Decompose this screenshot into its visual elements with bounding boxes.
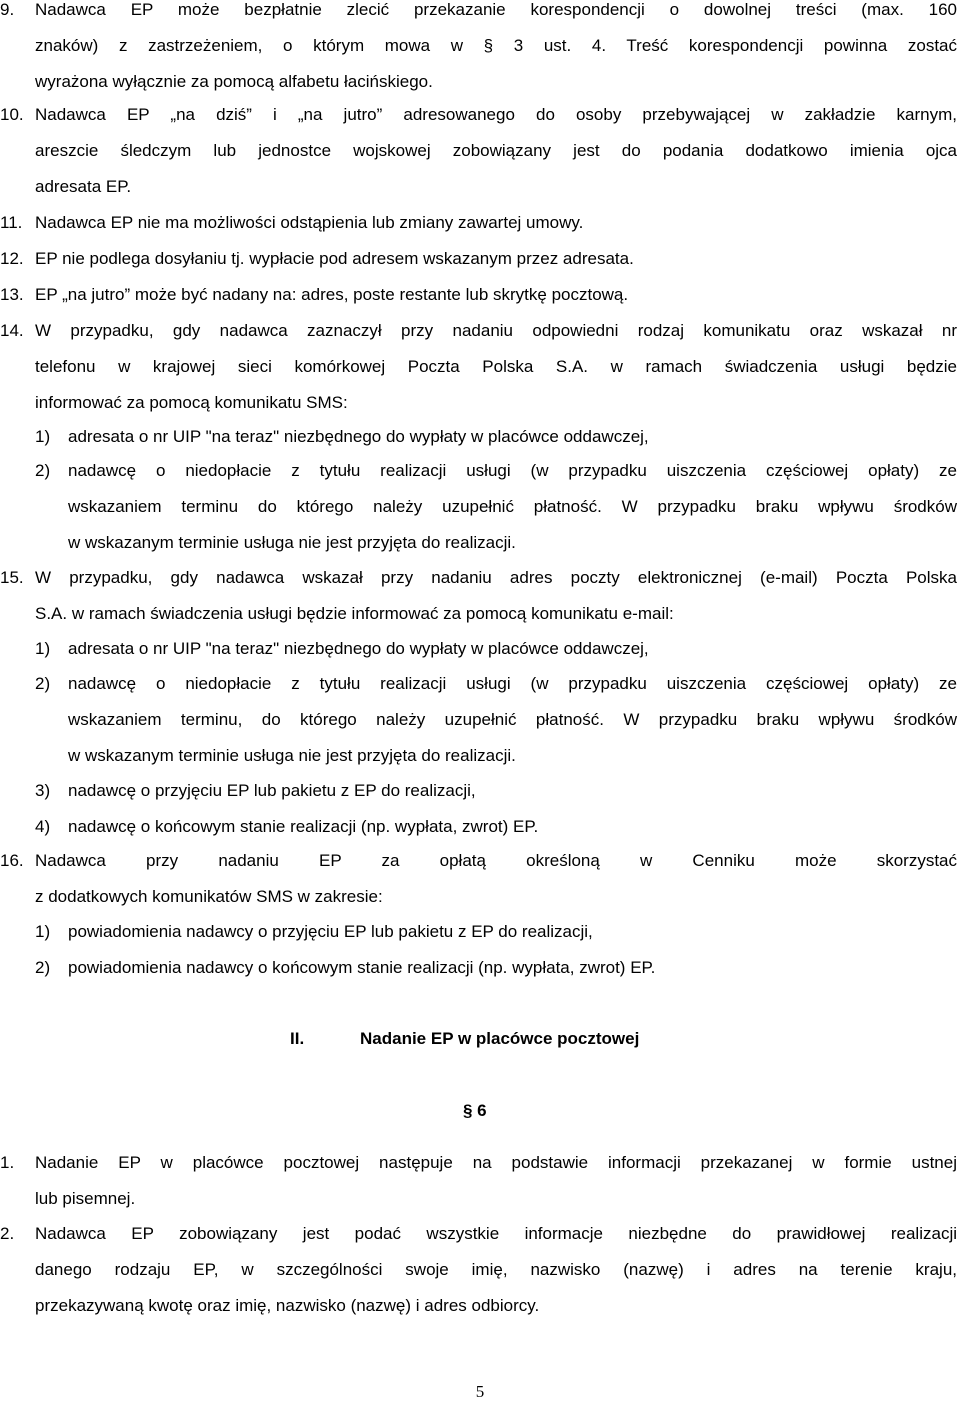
sub-text xyxy=(68,914,957,950)
text-line: danego rodzaju EP, w szczególności swoje imię, nazwisko (nazwę) i adres na terenie kraju, xyxy=(35,1260,957,1279)
text-line: w wskazanym terminie usługa nie jest przyjęta do realizacji. xyxy=(68,746,516,765)
text-line: adresata EP. xyxy=(35,177,132,196)
point-number: 15. xyxy=(0,568,24,587)
text-line: W przypadku, gdy nadawca zaznaczył przy nadaniu odpowiedni rodzaj komunikatu oraz wskazał nr xyxy=(35,321,957,340)
text-line: telefonu w krajowej sieci komórkowej Poczta Polska S.A. w ramach świadczenia usługi będzie xyxy=(35,357,957,376)
sub-number: 1) xyxy=(35,922,51,941)
sub-text xyxy=(68,631,957,667)
text-line: w wskazanym terminie usługa nie jest przyjęta do realizacji. xyxy=(68,533,516,552)
sub-text xyxy=(68,950,957,986)
text-line: powiadomienia nadawcy o przyjęciu EP lub pakietu z EP do realizacji, xyxy=(68,922,593,941)
point-number: 9. xyxy=(0,0,15,19)
text-line: Nadawca przy nadaniu EP za opłatą określoną w Cenniku może skorzystać xyxy=(35,851,957,870)
point-text xyxy=(35,277,957,313)
text-line: powiadomienia nadawcy o końcowym stanie realizacji (np. wypłata, zwrot) EP. xyxy=(68,958,656,977)
point-number: 10. xyxy=(0,105,24,124)
sub-number: 4) xyxy=(35,817,51,836)
text-line: Nadawca EP „na dziś” i „na jutro” adresowanego do osoby przebywającej w zakładzie karnym, xyxy=(35,105,957,124)
point-text xyxy=(35,1145,957,1217)
point-text xyxy=(35,1216,957,1324)
sub-number: 1) xyxy=(35,427,51,446)
sub-number: 3) xyxy=(35,781,51,800)
text-line: adresata o nr UIP "na teraz" niezbędnego do wypłaty w placówce oddawczej, xyxy=(68,427,649,446)
text-line: S.A. w ramach świadczenia usługi będzie informować za pomocą komunikatu e-mail: xyxy=(35,604,674,623)
text-line: areszcie śledczym lub jednostce wojskowej zobowiązany jest do podania dodatkowo imienia ojca xyxy=(35,141,957,160)
text-line: adresata o nr UIP "na teraz" niezbędnego do wypłaty w placówce oddawczej, xyxy=(68,639,649,658)
text-line: nadawcę o końcowym stanie realizacji (np. wypłata, zwrot) EP. xyxy=(68,817,539,836)
text-line: wskazaniem terminu, do którego należy uzupełnić płatność. W przypadku braku wpływu środków xyxy=(68,710,957,729)
text-line: EP „na jutro” może być nadany na: adres, poste restante lub skrytkę pocztową. xyxy=(35,285,629,304)
text-line: EP nie podlega dosyłaniu tj. wypłacie pod adresem wskazanym przez adresata. xyxy=(35,249,634,268)
point-number: 12. xyxy=(0,249,24,268)
point-text xyxy=(35,241,957,277)
text-line: W przypadku, gdy nadawca wskazał przy nadaniu adres poczty elektronicznej (e-mail) Poczta Polska xyxy=(35,568,957,587)
sub-number: 2) xyxy=(35,958,51,977)
sub-text xyxy=(68,666,957,774)
point-text xyxy=(35,843,957,915)
text-line: znaków) z zastrzeżeniem, o którym mowa w § 3 ust. 4. Treść korespondencji powinna zostać xyxy=(35,36,957,55)
text-line: z dodatkowych komunikatów SMS w zakresie: xyxy=(35,887,383,906)
text-line: nadawcę o niedopłacie z tytułu realizacji usługi (w przypadku uiszczenia częściowej opłaty) ze xyxy=(68,674,957,693)
paragraph-mark: § 6 xyxy=(463,1101,487,1120)
sub-text xyxy=(68,809,957,845)
text-line: nadawcę o niedopłacie z tytułu realizacji usługi (w przypadku uiszczenia częściowej opłaty) ze xyxy=(68,461,957,480)
point-number: 13. xyxy=(0,285,24,304)
point-text xyxy=(35,0,957,100)
page-number: 5 xyxy=(475,1382,485,1401)
text-line: Nadanie EP w placówce pocztowej następuje na podstawie informacji przekazanej w formie ustnej xyxy=(35,1153,957,1172)
sub-number: 2) xyxy=(35,461,51,480)
text-line: Nadawca EP nie ma możliwości odstąpienia lub zmiany zawartej umowy. xyxy=(35,213,584,232)
text-line: nadawcę o przyjęciu EP lub pakietu z EP do realizacji, xyxy=(68,781,476,800)
text-line: informować za pomocą komunikatu SMS: xyxy=(35,393,348,412)
text-line: przekazywaną kwotę oraz imię, nazwisko (nazwę) i adres odbiorcy. xyxy=(35,1296,540,1315)
point-number: 14. xyxy=(0,321,24,340)
sub-number: 1) xyxy=(35,639,51,658)
point-number: 11. xyxy=(0,213,23,232)
sub-text xyxy=(68,419,957,455)
point-text xyxy=(35,97,957,205)
text-line: wyrażona wyłącznie za pomocą alfabetu łacińskiego. xyxy=(35,72,433,91)
point-number: 1. xyxy=(0,1153,15,1172)
sub-number: 2) xyxy=(35,674,51,693)
section-number: II. xyxy=(290,1029,305,1048)
text-line: Nadawca EP zobowiązany jest podać wszystkie informacje niezbędne do prawidłowej realizacji xyxy=(35,1224,957,1243)
sub-text xyxy=(68,453,957,561)
text-line: Nadawca EP może bezpłatnie zlecić przekazanie korespondencji o dowolnej treści (max. 160 xyxy=(35,0,957,19)
point-text xyxy=(35,313,957,421)
section-title: Nadanie EP w placówce pocztowej xyxy=(360,1029,640,1048)
point-number: 16. xyxy=(0,851,24,870)
sub-text xyxy=(68,773,957,809)
text-line: lub pisemnej. xyxy=(35,1189,136,1208)
point-text xyxy=(35,560,957,632)
point-number: 2. xyxy=(0,1224,15,1243)
text-line: wskazaniem terminu do którego należy uzupełnić płatność. W przypadku braku wpływu środków xyxy=(68,497,957,516)
point-text xyxy=(35,205,957,241)
